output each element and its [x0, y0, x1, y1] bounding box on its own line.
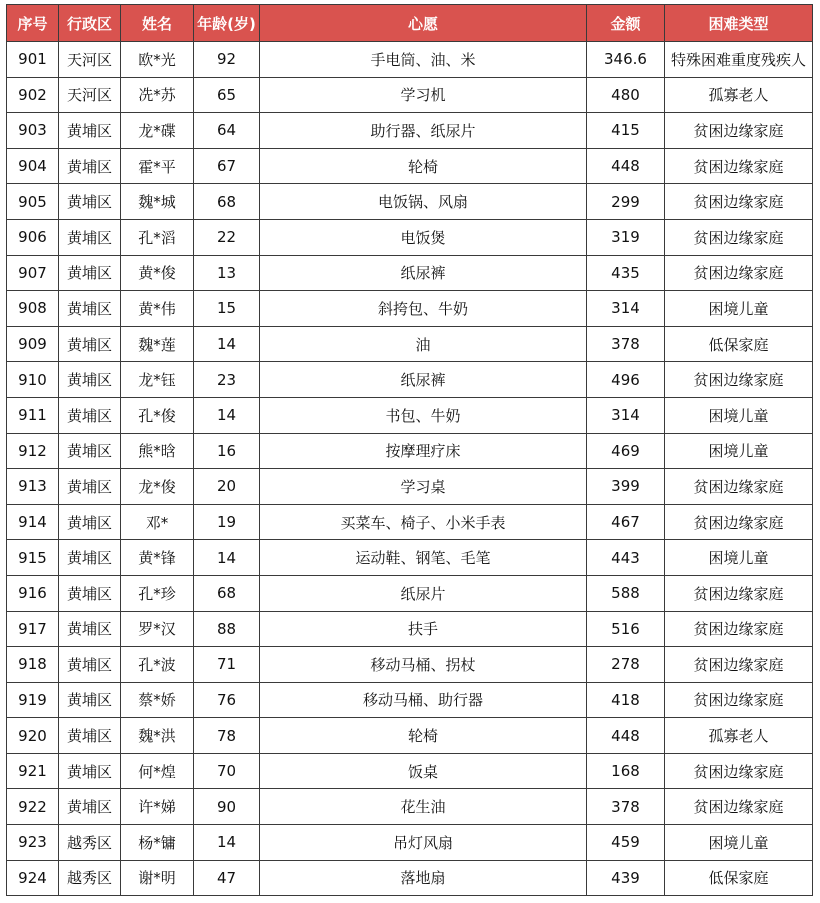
table-row [7, 397, 813, 433]
cell-age[interactable]: 19 [194, 504, 260, 540]
cell-id[interactable]: 912 [7, 433, 59, 469]
cell-age[interactable]: 16 [194, 433, 260, 469]
cell-age[interactable]: 23 [194, 362, 260, 398]
cell-district[interactable]: 黄埔区 [59, 433, 121, 469]
cell-hardship-type[interactable]: 低保家庭 [665, 860, 813, 896]
table-row [7, 718, 813, 754]
cell-district[interactable]: 黄埔区 [59, 397, 121, 433]
cell-age[interactable]: 15 [194, 291, 260, 327]
table-row [7, 255, 813, 291]
cell-hardship-type[interactable]: 特殊困难重度残疾人 [665, 42, 813, 78]
cell-amount[interactable]: 435 [587, 255, 665, 291]
table-row [7, 575, 813, 611]
table-row [7, 682, 813, 718]
cell-amount[interactable]: 443 [587, 540, 665, 576]
cell-name[interactable]: 孔*滔 [121, 219, 194, 255]
table-header-row [7, 5, 813, 42]
cell-age[interactable]: 64 [194, 113, 260, 149]
cell-hardship-type[interactable]: 低保家庭 [665, 326, 813, 362]
cell-hardship-type[interactable]: 贫困边缘家庭 [665, 469, 813, 505]
cell-age[interactable]: 14 [194, 540, 260, 576]
cell-amount[interactable]: 480 [587, 77, 665, 113]
cell-name[interactable]: 熊*晗 [121, 433, 194, 469]
cell-age[interactable]: 68 [194, 575, 260, 611]
cell-id[interactable]: 902 [7, 77, 59, 113]
cell-district[interactable]: 黄埔区 [59, 718, 121, 754]
cell-hardship-type[interactable]: 贫困边缘家庭 [665, 789, 813, 825]
cell-wish[interactable]: 饭桌 [260, 753, 587, 789]
cell-name[interactable]: 冼*苏 [121, 77, 194, 113]
cell-id[interactable]: 915 [7, 540, 59, 576]
cell-id[interactable]: 921 [7, 753, 59, 789]
cell-age[interactable]: 65 [194, 77, 260, 113]
cell-name[interactable]: 霍*平 [121, 148, 194, 184]
cell-amount[interactable]: 299 [587, 184, 665, 220]
cell-amount[interactable]: 399 [587, 469, 665, 505]
cell-district[interactable]: 黄埔区 [59, 647, 121, 683]
cell-id[interactable]: 917 [7, 611, 59, 647]
cell-age[interactable]: 88 [194, 611, 260, 647]
cell-district[interactable]: 黄埔区 [59, 219, 121, 255]
cell-wish[interactable]: 运动鞋、钢笔、毛笔 [260, 540, 587, 576]
cell-hardship-type[interactable]: 孤寡老人 [665, 77, 813, 113]
cell-wish[interactable]: 纸尿裤 [260, 362, 587, 398]
cell-hardship-type[interactable]: 贫困边缘家庭 [665, 611, 813, 647]
table-row [7, 647, 813, 683]
cell-age[interactable]: 90 [194, 789, 260, 825]
cell-id[interactable]: 911 [7, 397, 59, 433]
cell-hardship-type[interactable]: 贫困边缘家庭 [665, 504, 813, 540]
cell-wish[interactable]: 电饭锅、风扇 [260, 184, 587, 220]
cell-amount[interactable]: 378 [587, 326, 665, 362]
cell-district[interactable]: 黄埔区 [59, 504, 121, 540]
cell-name[interactable]: 孔*珍 [121, 575, 194, 611]
cell-amount[interactable]: 448 [587, 718, 665, 754]
cell-id[interactable]: 922 [7, 789, 59, 825]
cell-id[interactable]: 905 [7, 184, 59, 220]
table-row [7, 860, 813, 896]
cell-district[interactable]: 黄埔区 [59, 611, 121, 647]
cell-district[interactable]: 黄埔区 [59, 575, 121, 611]
cell-name[interactable]: 魏*城 [121, 184, 194, 220]
cell-id[interactable]: 918 [7, 647, 59, 683]
cell-district[interactable]: 黄埔区 [59, 789, 121, 825]
cell-name[interactable]: 黄*俊 [121, 255, 194, 291]
header-wish[interactable]: 心愿 [260, 5, 587, 42]
cell-id[interactable]: 914 [7, 504, 59, 540]
cell-id[interactable]: 904 [7, 148, 59, 184]
cell-wish[interactable]: 轮椅 [260, 148, 587, 184]
cell-district[interactable]: 黄埔区 [59, 753, 121, 789]
cell-amount[interactable]: 346.6 [587, 42, 665, 78]
cell-name[interactable]: 魏*洪 [121, 718, 194, 754]
table-row [7, 184, 813, 220]
cell-wish[interactable]: 学习桌 [260, 469, 587, 505]
cell-district[interactable]: 越秀区 [59, 860, 121, 896]
cell-amount[interactable]: 467 [587, 504, 665, 540]
cell-wish[interactable]: 按摩理疗床 [260, 433, 587, 469]
cell-amount[interactable]: 168 [587, 753, 665, 789]
cell-district[interactable]: 天河区 [59, 42, 121, 78]
cell-district[interactable]: 黄埔区 [59, 291, 121, 327]
cell-wish[interactable]: 移动马桶、助行器 [260, 682, 587, 718]
cell-id[interactable]: 907 [7, 255, 59, 291]
cell-amount[interactable]: 314 [587, 291, 665, 327]
cell-wish[interactable]: 轮椅 [260, 718, 587, 754]
cell-amount[interactable]: 516 [587, 611, 665, 647]
cell-wish[interactable]: 买菜车、椅子、小米手表 [260, 504, 587, 540]
table-row [7, 433, 813, 469]
cell-hardship-type[interactable]: 困境儿童 [665, 397, 813, 433]
cell-amount[interactable]: 319 [587, 219, 665, 255]
table-body [7, 42, 813, 896]
header-hardship-type[interactable]: 困难类型 [665, 5, 813, 42]
cell-age[interactable]: 14 [194, 397, 260, 433]
cell-amount[interactable]: 448 [587, 148, 665, 184]
cell-district[interactable]: 天河区 [59, 77, 121, 113]
cell-name[interactable]: 何*煌 [121, 753, 194, 789]
cell-hardship-type[interactable]: 贫困边缘家庭 [665, 575, 813, 611]
table-row [7, 362, 813, 398]
table-row [7, 148, 813, 184]
cell-name[interactable]: 许*娣 [121, 789, 194, 825]
cell-district[interactable]: 黄埔区 [59, 184, 121, 220]
cell-id[interactable]: 910 [7, 362, 59, 398]
cell-wish[interactable]: 油 [260, 326, 587, 362]
cell-age[interactable]: 92 [194, 42, 260, 78]
cell-hardship-type[interactable]: 孤寡老人 [665, 718, 813, 754]
table-row [7, 469, 813, 505]
cell-amount[interactable]: 469 [587, 433, 665, 469]
cell-age[interactable]: 14 [194, 825, 260, 861]
cell-hardship-type[interactable]: 贫困边缘家庭 [665, 753, 813, 789]
table-row [7, 326, 813, 362]
table-row [7, 219, 813, 255]
cell-district[interactable]: 黄埔区 [59, 113, 121, 149]
cell-wish[interactable]: 纸尿片 [260, 575, 587, 611]
cell-name[interactable]: 孔*波 [121, 647, 194, 683]
cell-district[interactable]: 黄埔区 [59, 362, 121, 398]
table-row [7, 77, 813, 113]
cell-age[interactable]: 14 [194, 326, 260, 362]
cell-district[interactable]: 黄埔区 [59, 148, 121, 184]
cell-id[interactable]: 906 [7, 219, 59, 255]
cell-name[interactable]: 欧*光 [121, 42, 194, 78]
cell-wish[interactable]: 落地扇 [260, 860, 587, 896]
cell-hardship-type[interactable]: 困境儿童 [665, 291, 813, 327]
cell-age[interactable]: 22 [194, 219, 260, 255]
cell-age[interactable]: 67 [194, 148, 260, 184]
cell-id[interactable]: 920 [7, 718, 59, 754]
cell-wish[interactable]: 助行器、纸尿片 [260, 113, 587, 149]
cell-age[interactable]: 20 [194, 469, 260, 505]
table-row [7, 789, 813, 825]
cell-district[interactable]: 黄埔区 [59, 469, 121, 505]
table-row [7, 113, 813, 149]
cell-name[interactable]: 龙*俊 [121, 469, 194, 505]
cell-age[interactable]: 68 [194, 184, 260, 220]
cell-name[interactable]: 黄*锋 [121, 540, 194, 576]
cell-hardship-type[interactable]: 贫困边缘家庭 [665, 148, 813, 184]
spreadsheet-sheet [6, 4, 813, 896]
cell-amount[interactable]: 496 [587, 362, 665, 398]
cell-amount[interactable]: 439 [587, 860, 665, 896]
cell-id[interactable]: 923 [7, 825, 59, 861]
cell-id[interactable]: 916 [7, 575, 59, 611]
cell-age[interactable]: 76 [194, 682, 260, 718]
table-row [7, 42, 813, 78]
cell-name[interactable]: 黄*伟 [121, 291, 194, 327]
cell-district[interactable]: 黄埔区 [59, 255, 121, 291]
cell-district[interactable]: 黄埔区 [59, 540, 121, 576]
cell-amount[interactable]: 378 [587, 789, 665, 825]
table-row [7, 291, 813, 327]
cell-district[interactable]: 越秀区 [59, 825, 121, 861]
table-row [7, 504, 813, 540]
cell-amount[interactable]: 588 [587, 575, 665, 611]
cell-id[interactable]: 903 [7, 113, 59, 149]
cell-wish[interactable]: 花生油 [260, 789, 587, 825]
cell-wish[interactable]: 书包、牛奶 [260, 397, 587, 433]
cell-hardship-type[interactable]: 贫困边缘家庭 [665, 255, 813, 291]
cell-hardship-type[interactable]: 困境儿童 [665, 433, 813, 469]
cell-name[interactable]: 龙*钰 [121, 362, 194, 398]
cell-age[interactable]: 78 [194, 718, 260, 754]
cell-hardship-type[interactable]: 困境儿童 [665, 825, 813, 861]
cell-hardship-type[interactable]: 贫困边缘家庭 [665, 219, 813, 255]
cell-amount[interactable]: 314 [587, 397, 665, 433]
cell-hardship-type[interactable]: 贫困边缘家庭 [665, 113, 813, 149]
cell-wish[interactable]: 手电筒、油、米 [260, 42, 587, 78]
cell-hardship-type[interactable]: 贫困边缘家庭 [665, 647, 813, 683]
cell-amount[interactable]: 459 [587, 825, 665, 861]
cell-id[interactable]: 908 [7, 291, 59, 327]
table-row [7, 825, 813, 861]
cell-amount[interactable]: 415 [587, 113, 665, 149]
cell-id[interactable]: 901 [7, 42, 59, 78]
cell-age[interactable]: 47 [194, 860, 260, 896]
cell-hardship-type[interactable]: 贫困边缘家庭 [665, 682, 813, 718]
table-row [7, 611, 813, 647]
cell-name[interactable]: 杨*镛 [121, 825, 194, 861]
cell-age[interactable]: 71 [194, 647, 260, 683]
cell-name[interactable]: 谢*明 [121, 860, 194, 896]
cell-amount[interactable]: 278 [587, 647, 665, 683]
cell-district[interactable]: 黄埔区 [59, 326, 121, 362]
wish-list-table [6, 4, 813, 896]
cell-wish[interactable]: 斜挎包、牛奶 [260, 291, 587, 327]
cell-age[interactable]: 70 [194, 753, 260, 789]
cell-wish[interactable]: 电饭煲 [260, 219, 587, 255]
cell-name[interactable]: 邓* [121, 504, 194, 540]
cell-name[interactable]: 蔡*娇 [121, 682, 194, 718]
cell-wish[interactable]: 纸尿裤 [260, 255, 587, 291]
header-district[interactable]: 行政区 [59, 5, 121, 42]
cell-name[interactable]: 罗*汉 [121, 611, 194, 647]
cell-hardship-type[interactable]: 贫困边缘家庭 [665, 362, 813, 398]
table-row [7, 540, 813, 576]
cell-id[interactable]: 913 [7, 469, 59, 505]
cell-wish[interactable]: 移动马桶、拐杖 [260, 647, 587, 683]
header-amount[interactable]: 金额 [587, 5, 665, 42]
cell-id[interactable]: 924 [7, 860, 59, 896]
cell-age[interactable]: 13 [194, 255, 260, 291]
cell-hardship-type[interactable]: 贫困边缘家庭 [665, 184, 813, 220]
cell-wish[interactable]: 扶手 [260, 611, 587, 647]
cell-name[interactable]: 魏*莲 [121, 326, 194, 362]
cell-wish[interactable]: 吊灯风扇 [260, 825, 587, 861]
cell-district[interactable]: 黄埔区 [59, 682, 121, 718]
cell-id[interactable]: 909 [7, 326, 59, 362]
header-age[interactable]: 年龄(岁) [194, 5, 260, 42]
header-id[interactable]: 序号 [7, 5, 59, 42]
cell-name[interactable]: 龙*碟 [121, 113, 194, 149]
cell-hardship-type[interactable]: 困境儿童 [665, 540, 813, 576]
cell-name[interactable]: 孔*俊 [121, 397, 194, 433]
cell-amount[interactable]: 418 [587, 682, 665, 718]
cell-wish[interactable]: 学习机 [260, 77, 587, 113]
header-name[interactable]: 姓名 [121, 5, 194, 42]
cell-id[interactable]: 919 [7, 682, 59, 718]
table-row [7, 753, 813, 789]
